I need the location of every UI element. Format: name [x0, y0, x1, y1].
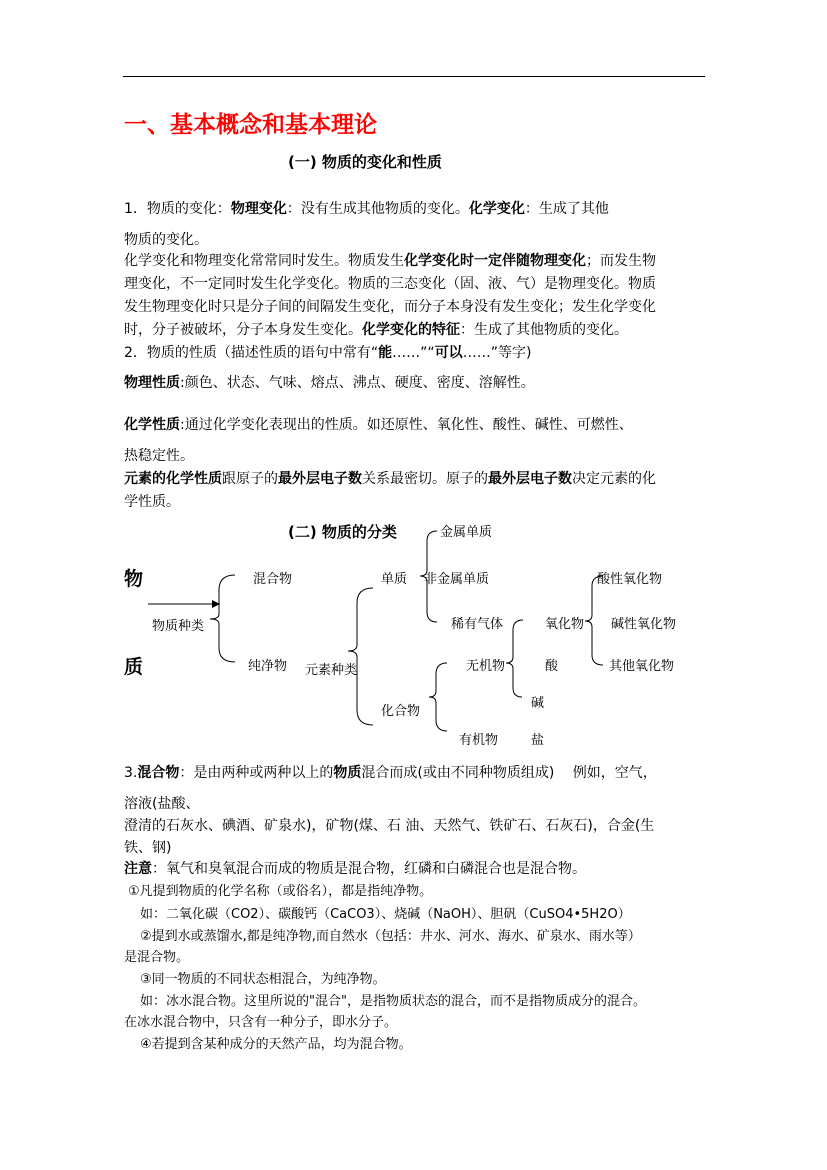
section2-title: (二) 物质的分类: [288, 523, 397, 541]
physical-properties: 物理性质:颜色、状态、气味、熔点、沸点、硬度、密度、溶解性。: [124, 375, 535, 391]
diagram-substance-types: 物质种类: [152, 619, 205, 634]
note-item-3-line2: 在冰水混合物中，只含有一种分子，即水分子。: [124, 1015, 398, 1030]
paragraph-2-line4: 时，分子被破坏，分子本身发生变化。化学变化的特征：生成了其他物质的变化。: [124, 322, 628, 338]
note-item-4: ④若提到含某种成分的天然产品，均为混合物。: [140, 1037, 412, 1052]
diagram-zhi-char: 质: [124, 656, 144, 678]
diagram-basic-oxide: 碱性氧化物: [611, 617, 677, 632]
chemical-properties: 化学性质:通过化学变化表现出的性质。如还原性、氧化性、酸性、碱性、可燃性、: [124, 417, 633, 433]
paragraph-2-line2: 理变化，不一定同时发生化学变化。物质的三态变化（固、液、气）是物理变化。物质: [124, 276, 656, 292]
chemical-properties-line2: 热稳定性。: [124, 448, 194, 464]
paragraph-6: 元素的化学性质跟原子的最外层电子数关系最密切。原子的最外层电子数决定元素的化: [124, 471, 656, 487]
diagram-salt: 盐: [531, 733, 545, 748]
note-item-2: ②提到水或蒸馏水,都是纯净物,而自然水（包括：井水、河水、海水、矿泉水、雨水等）: [140, 929, 641, 944]
section1-title: (一) 物质的变化和性质: [288, 153, 442, 171]
diagram-elementary-substance: 单质: [381, 572, 408, 587]
paragraph-1-line2: 物质的变化。: [124, 232, 208, 248]
paragraph-2-line3: 发生物理变化时只是分子间的间隔发生变化，而分子本身没有发生变化；发生化学变化: [124, 299, 656, 315]
paragraph-mixture-line2: 溶液(盐酸、: [124, 796, 200, 812]
note-item-2-line2: 是混合物。: [124, 950, 190, 965]
note-item-1: ①凡提到物质的化学名称（或俗名），都是指纯净物。: [128, 884, 433, 899]
diagram-acid: 酸: [545, 659, 559, 674]
diagram-mixture: 混合物: [253, 572, 293, 587]
note-item-3-example: 如：冰水混合物。这里所说的"混合"，是指物质状态的混合，而不是指物质成分的混合。: [140, 994, 646, 1009]
diagram-oxide: 氧化物: [545, 617, 585, 632]
diagram-compound: 化合物: [381, 704, 421, 719]
main-heading: 一、基本概念和基本理论: [124, 111, 377, 138]
note-item-3: ③同一物质的不同状态相混合，为纯净物。: [140, 972, 386, 987]
diagram-inorganic: 无机物: [466, 659, 506, 674]
note-line: 注意：氧气和臭氧混合而成的物质是混合物，红磷和白磷混合也是混合物。: [124, 861, 586, 877]
diagram-base: 碱: [531, 696, 545, 711]
diagram-acidic-oxide: 酸性氧化物: [597, 572, 663, 587]
diagram-element-types: 元素种类: [305, 663, 358, 678]
diagram-metal-element: 金属单质: [440, 525, 493, 540]
note-item-1-example: 如：二氧化碳（CO2）、碳酸钙（CaCO3）、烧碱（NaOH）、胆矾（CuSO4•5H2O）: [140, 907, 631, 922]
paragraph-1: 1．物质的变化：物理变化：没有生成其他物质的变化。化学变化：生成了其他: [124, 201, 609, 217]
paragraph-3: 2．物质的性质（描述性质的语句中常有“能……”“可以……”等字): [124, 345, 532, 361]
paragraph-6-line2: 学性质。: [124, 494, 180, 510]
paragraph-mixture-line3: 澄清的石灰水、碘酒、矿泉水)，矿物(煤、石 油、天然气、铁矿石、石灰石)，合金(生: [124, 818, 655, 834]
paragraph-mixture: 3.混合物：是由两种或两种以上的物质混合而成(或由不同种物质组成) 例如，空气，: [124, 765, 657, 781]
diagram-noble-gas: 稀有气体: [451, 617, 504, 632]
diagram-wu-char: 物: [124, 568, 144, 590]
diagram-other-oxide: 其他氧化物: [609, 659, 675, 674]
paragraph-mixture-line4: 铁、钢): [124, 840, 172, 856]
paragraph-2-line1: 化学变化和物理变化常常同时发生。物质发生化学变化时一定伴随物理变化；而发生物: [124, 253, 656, 269]
diagram-organic: 有机物: [459, 733, 499, 748]
diagram-pure-substance: 纯净物: [248, 659, 288, 674]
diagram-nonmetal-element: 非金属单质: [424, 572, 490, 587]
